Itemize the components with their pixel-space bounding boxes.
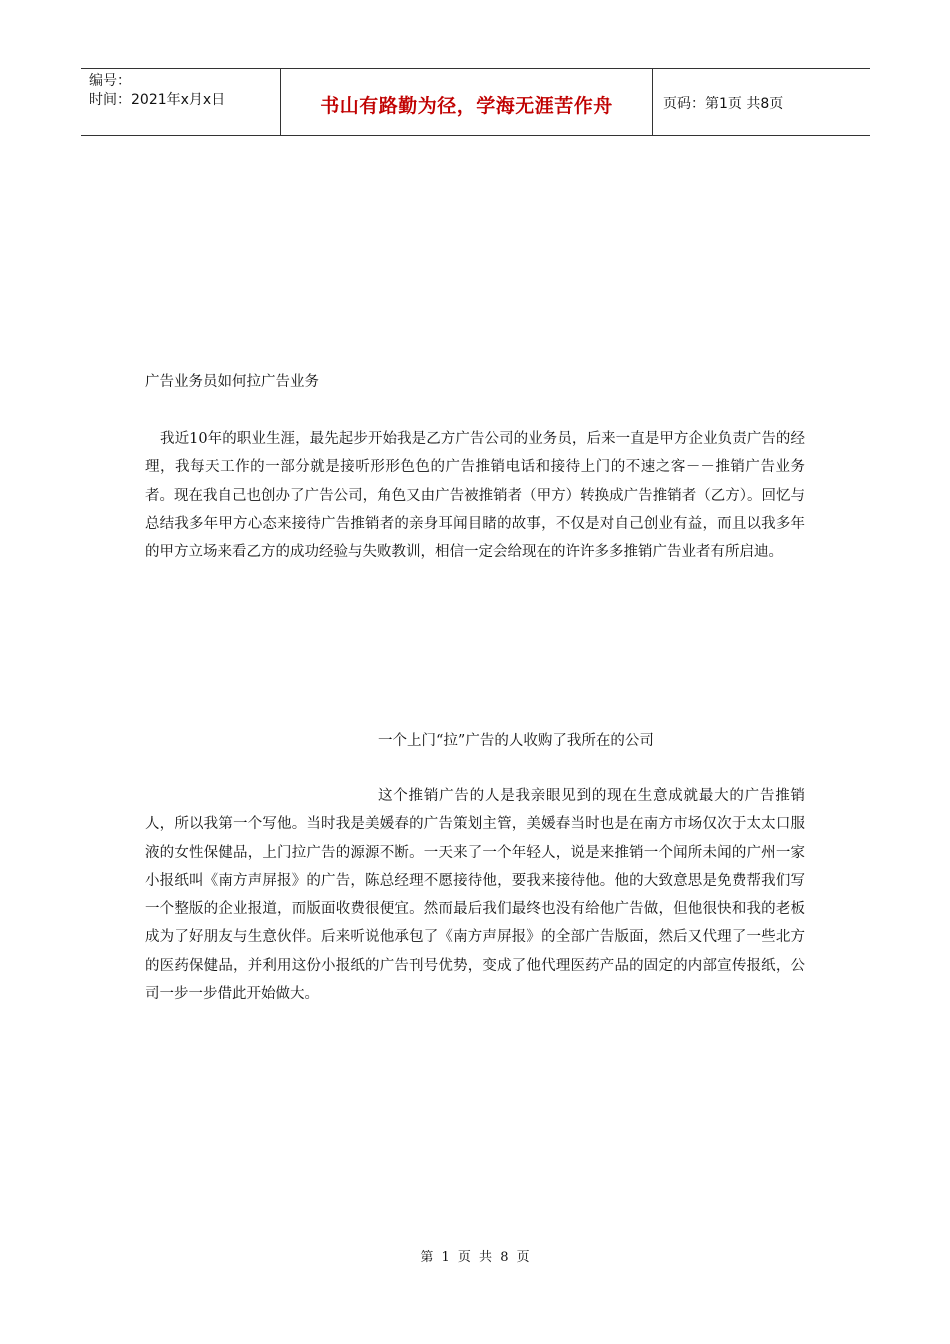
- paragraph-intro: 我近10年的职业生涯，最先起步开始我是乙方广告公司的业务员，后来一直是甲方企业负责广告的经理，我每天工作的一部分就是接听形形色色的广告推销电话和接待上门的不速之客－－推销广告业务者。现在我自己也创办了广告公司，角色又由广告被推销者（甲方）转换成广告推销者（乙方）。回忆与总结我多年甲方心态来接待广告推销者的亲身耳闻目睹的故事，不仅是对自己创业有益，而且以我多年的甲方立场来看乙方的成功经验与失败教训，相信一定会给现在的许许多多推销广告业者有所启迪。: [145, 431, 805, 561]
- document-title: 广告业务员如何拉广告业务: [145, 374, 319, 390]
- paragraph-story: 这个推销广告的人是我亲眼见到的现在生意成就最大的广告推销人，所以我第一个写他。当时我是美媛春的广告策划主管，美媛春当时也是在南方市场仅次于太太口服液的女性保健品，上门拉广告的源源不断。一天来了一个年轻人，说是来推销一个闻所未闻的广州一家小报纸叫《南方声屏报》的广告，陈总经理不愿接待他，要我来接待他。他的大致意思是免费帮我们写一个整版的企业报道，而版面收费很便宜。然而最后我们最终也没有给他广告做，但他很快和我的老板成为了好朋友与生意伙伴。后来听说他承包了《南方声屏报》的全部广告版面，然后又代理了一些北方的医药保健品，并利用这份小报纸的广告刊号优势，变成了他代理医药产品的固定的内部宣传报纸，公司一步一步借此开始做大。: [145, 788, 805, 1003]
- header-motto: 书山有路勤为径，学海无涯苦作舟: [281, 69, 653, 135]
- section-title: 一个上门“拉”广告的人收购了我所在的公司: [378, 733, 654, 749]
- page-footer: 第 1 页 共 8 页: [420, 1250, 530, 1265]
- header-page-info: 页码：第1页 共8页: [663, 96, 784, 112]
- document-header: [81, 68, 870, 136]
- number-label: 编号：: [89, 73, 131, 89]
- date-label: 时间：2021年x月x日: [89, 92, 226, 108]
- header-meta: [81, 69, 281, 135]
